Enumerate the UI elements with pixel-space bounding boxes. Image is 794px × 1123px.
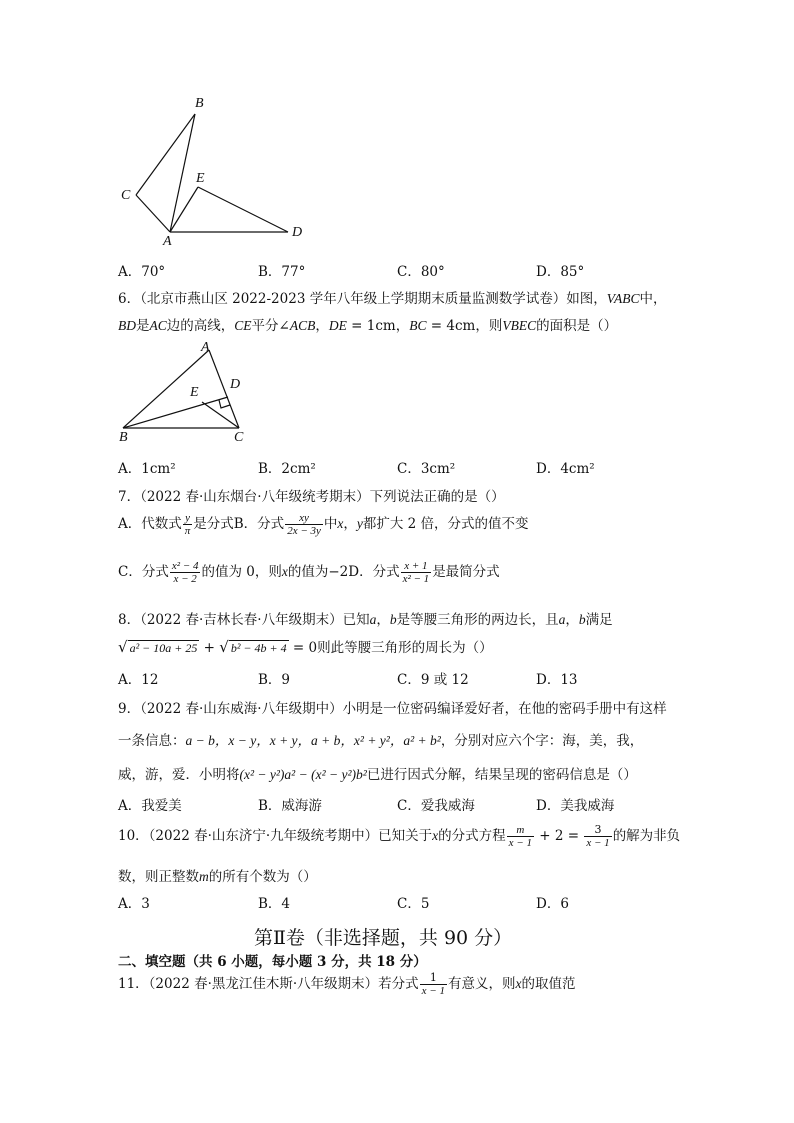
q11-line: 11．（2022 春·黑龙江佳木斯·八年级期末）若分式 $\frac{1}{x - 1}$ 有意义，则x的取值范 [118,971,576,997]
label-A: A [163,234,172,249]
segment-CA [136,195,170,232]
q6-option-d: D．4cm² [536,461,595,477]
segment-ED [198,187,288,232]
q5-option-b: B．77° [258,264,306,280]
q5-option-c: C．80° [397,264,445,280]
label-D: D [292,225,303,240]
label-B: B [119,430,128,445]
q6-line1: 6．（北京市燕山区 2022-2023 学年八年级上学期期末质量监测数学试卷）如图，VABC中， [118,291,667,307]
label-E: E [190,385,199,400]
q10-option-c: C．5 [397,896,430,912]
figure-q5-triangles [115,92,315,252]
q9-option-c: C．爱我威海 [397,798,475,814]
q8-option-c: C．9 或 12 [397,672,469,688]
q8-equation: √ a² − 10a + 25 + √ b² − 4b + 4 = 0则此等腰三角形的周长为（） [118,638,493,656]
label-A: A [201,340,210,355]
q7-option-ab: A．代数式 $\frac{y}{\pi}$ 是分式B．分式 $\frac{xy}{2x - 3y}$ 中x，y都扩大 2 倍，分式的值不变 [118,512,529,537]
section-subtitle: 二、填空题（共 6 小题，每小题 3 分，共 18 分） [118,954,427,970]
q9-line3: 威，游，爱．小明将(x² − y²)a² − (x² − y²)b²已进行因式分解，结果呈现的密码信息是（） [118,767,637,783]
q5-option-d: D．85° [536,264,585,280]
q6-line2: BD是AC边的高线，CE平分∠ACB，DE = 1cm，BC = 4cm，则VBEC的面积是（） [118,318,618,334]
q6-option-b: B．2cm² [258,461,316,477]
q8-option-b: B．9 [258,672,291,688]
q7-option-cd: C．分式 $\frac{\text{x² − 4}}{x - 2}$ 的值为 0，则x的值为−2D．分式 $\frac{x + 1}{\text{x² − 1}}$ 是最简分式 [118,560,500,585]
label-C: C [121,188,131,203]
q9-option-d: D．美我威海 [536,798,615,814]
label-E: E [196,171,205,186]
q6-option-a: A．1cm² [118,461,176,477]
label-D: D [230,377,241,392]
q8-option-a: A．12 [118,672,159,688]
q10-option-b: B．4 [258,896,291,912]
label-C: C [234,430,244,445]
label-B: B [195,96,204,111]
q10-option-d: D．6 [536,896,569,912]
q8-stem: 8．（2022 春·吉林长春·八年级期末）已知a，b是等腰三角形的两边长，且a，b满足 [118,612,613,628]
q9-line2: 一条信息：a − b，x − y，x + y，a + b，x² + y²，a² + b²，分别对应六个字：海，美，我， [118,733,644,749]
q9-line1: 9．（2022 春·山东威海·八年级期中）小明是一位密码编译爱好者，在他的密码手册中有这样 [118,701,667,717]
segment-BD [123,397,228,428]
section-title: 第Ⅱ卷（非选择题，共 90 分） [254,927,513,949]
q10-option-a: A．3 [118,896,150,912]
q5-option-a: A．70° [118,264,166,280]
q10-line1: 10．（2022 春·山东济宁·九年级统考期中）已知关于x的分式方程 $\frac{m}{x - 1}$ + 2 = $\frac{3}{x - 1}$ 的解为非负 [118,823,681,849]
q10-line2: 数，则正整数m的所有个数为（） [118,869,317,885]
q8-option-d: D．13 [536,672,578,688]
q6-option-c: C．3cm² [397,461,456,477]
q7-stem: 7．（2022 春·山东烟台·八年级统考期末）下列说法正确的是（） [118,489,505,505]
q9-option-a: A．我爱美 [118,798,182,814]
q9-option-b: B．威海游 [258,798,322,814]
